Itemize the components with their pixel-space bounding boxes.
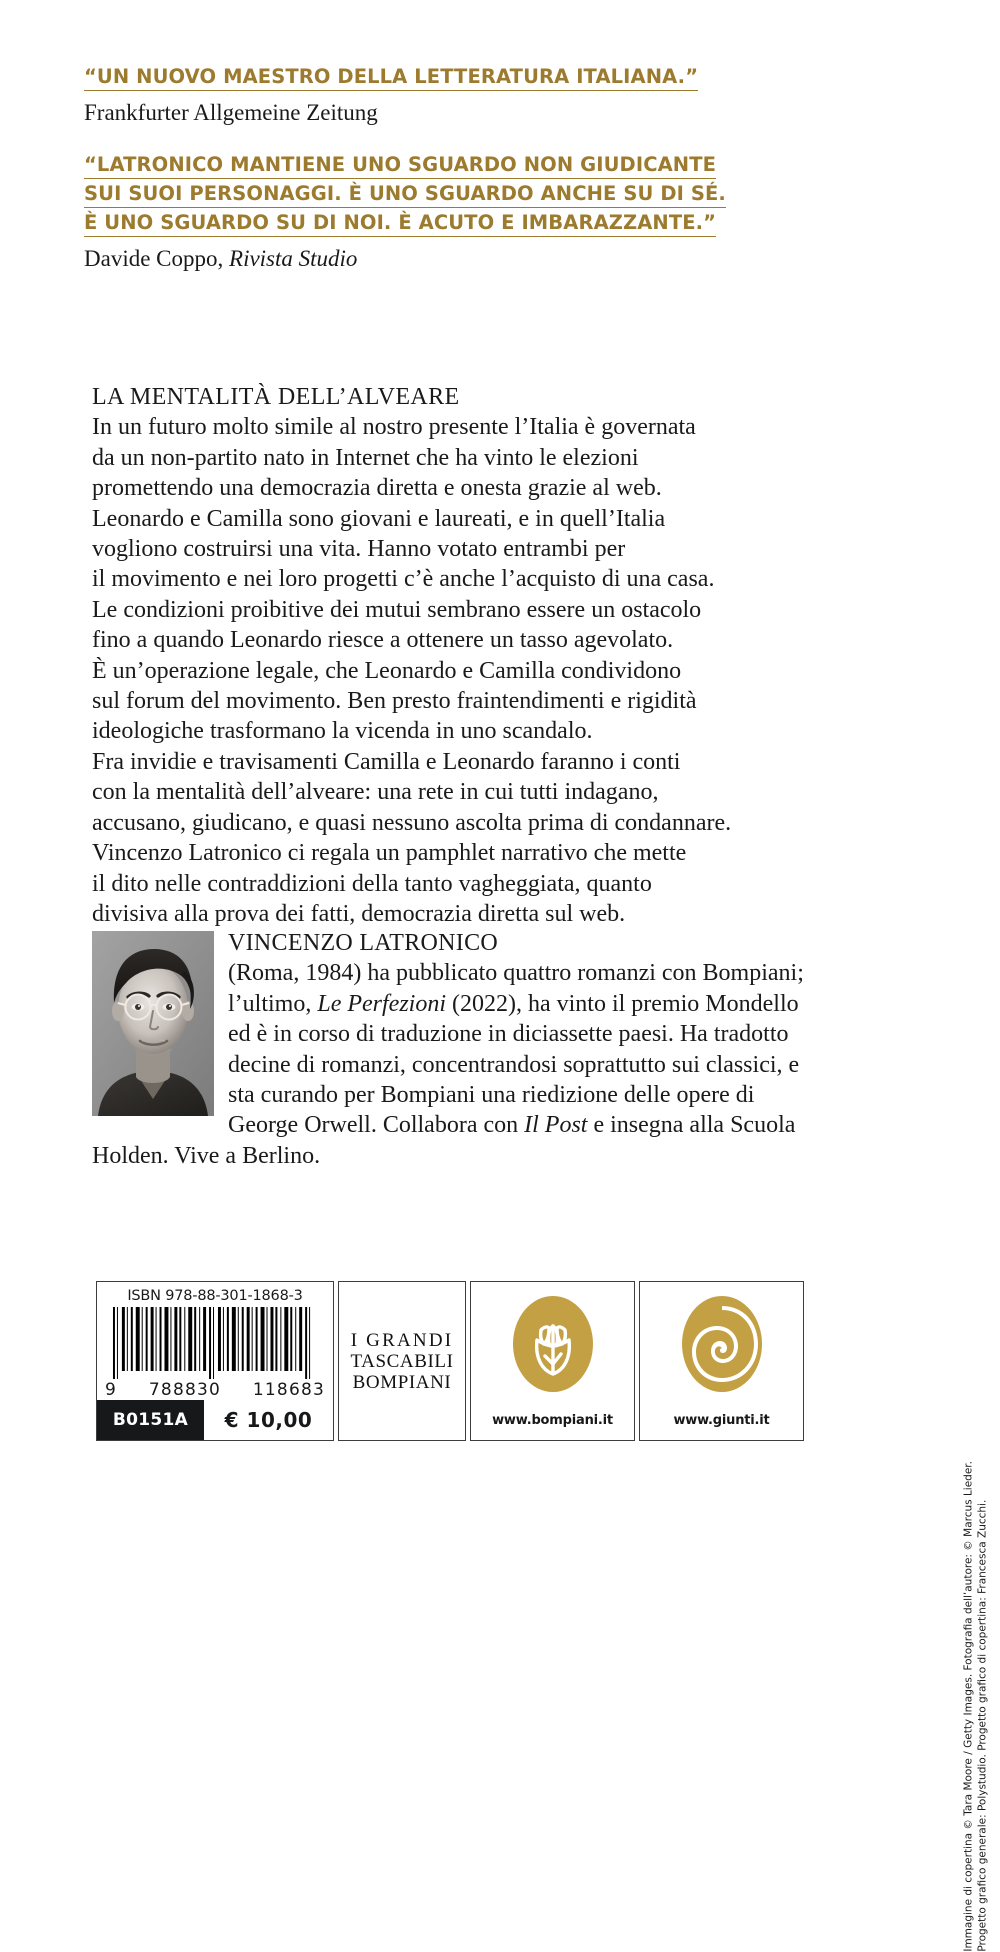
cover-credits-text bbox=[962, 1461, 990, 1952]
barcode-graphic bbox=[111, 1307, 319, 1379]
barcode-digit-group-1: 9 bbox=[105, 1380, 118, 1400]
footer-panel bbox=[96, 1281, 804, 1441]
synopsis-line: accusano, giudicano, e quasi nessuno ascolta prima di condannare. bbox=[92, 809, 732, 836]
author-work-title-1: Le Perfezioni bbox=[317, 990, 446, 1017]
review-quote-1-text bbox=[84, 62, 784, 91]
synopsis-title: LA MENTALITÀ DELL’ALVEARE bbox=[92, 384, 460, 410]
barcode-digits bbox=[97, 1380, 333, 1400]
review-quote-1-source bbox=[84, 97, 784, 128]
imprint-line-1: I GRANDI bbox=[350, 1329, 454, 1351]
quote-line: È UNO SGUARDO SU DI NOI. È ACUTO E IMBARAZZANTE.” bbox=[84, 211, 716, 237]
author-bio bbox=[92, 928, 822, 1171]
author-bio-part2: (2022), ha vinto il premio Mondello ed è in corso di traduzione in diciassette paesi. Ha tradotto decine di romanzi, concentrandosi soprattutto sui classici, e sta curando per Bompiani una riedizione delle opere di George Orwell. Collabora con bbox=[228, 990, 800, 1139]
synopsis-line: divisiva alla prova dei fatti, democrazia diretta sul web. bbox=[92, 900, 626, 927]
synopsis-line: È un’operazione legale, che Leonardo e Camilla condividono bbox=[92, 657, 682, 684]
barcode-digit-group-2: 788830 bbox=[148, 1380, 222, 1400]
author-work-title-2: Il Post bbox=[524, 1112, 588, 1139]
quote-source-publication: Rivista Studio bbox=[229, 246, 358, 271]
cover-credits bbox=[952, 0, 992, 1952]
portrait-icon bbox=[92, 931, 214, 1116]
bompiani-logo-icon bbox=[513, 1296, 593, 1392]
author-name: VINCENZO LATRONICO bbox=[228, 930, 499, 956]
giunti-url[interactable]: www.giunti.it bbox=[673, 1413, 770, 1428]
imprint-logotype bbox=[350, 1330, 453, 1393]
author-portrait-photo bbox=[92, 931, 214, 1116]
synopsis-line: promettendo una democrazia diretta e onesta grazie al web. bbox=[92, 475, 662, 502]
review-quote-2-text bbox=[84, 150, 784, 237]
synopsis-line: Fra invidie e travisamenti Camilla e Leonardo faranno i conti bbox=[92, 748, 681, 775]
synopsis-line: ideologiche trasformano la vicenda in uno scandalo. bbox=[92, 718, 593, 745]
quote-line: SUI SUOI PERSONAGGI. È UNO SGUARDO ANCHE SU DI SÉ. bbox=[84, 182, 726, 208]
reviews-section bbox=[84, 62, 784, 296]
credits-line-2: Progetto grafico generale: Polystudio. Progetto grafico di copertina: Francesca Zucchi. bbox=[977, 1499, 989, 1952]
synopsis-line: il movimento e nei loro progetti c’è anche l’acquisto di una casa. bbox=[92, 566, 715, 593]
quote-line: “UN NUOVO MAESTRO DELLA LETTERATURA ITALIANA.” bbox=[84, 65, 698, 91]
credits-line-1: Immagine di copertina © Tara Moore / Getty Images. Fotografia dell’autore: © Marcus Lieder. bbox=[963, 1461, 975, 1952]
review-quote-1 bbox=[84, 62, 784, 128]
quote-source-text: Frankfurter Allgemeine Zeitung bbox=[84, 100, 378, 125]
quote-line: “LATRONICO MANTIENE UNO SGUARDO NON GIUDICANTE bbox=[84, 153, 716, 179]
synopsis-line: Vincenzo Latronico ci regala un pamphlet narrativo che mette bbox=[92, 840, 687, 867]
imprint-cell bbox=[338, 1281, 466, 1441]
product-code-badge: B0151A bbox=[97, 1400, 204, 1440]
giunti-cell[interactable] bbox=[639, 1281, 804, 1441]
giunti-logo-icon bbox=[682, 1296, 762, 1392]
price-label: € 10,00 bbox=[224, 1408, 313, 1432]
author-bio-part3: e insegna alla Scuola Holden. Vive a Berlino. bbox=[92, 1112, 796, 1169]
synopsis-line: da un non-partito nato in Internet che ha vinto le elezioni bbox=[92, 444, 639, 471]
imprint-line-3: BOMPIANI bbox=[352, 1371, 452, 1393]
book-synopsis bbox=[92, 382, 822, 929]
author-bio-part1: (Roma, 1984) ha pubblicato quattro romanzi con Bompiani; l’ultimo, bbox=[228, 960, 804, 1017]
barcode-icon bbox=[111, 1307, 319, 1379]
synopsis-line: con la mentalità dell’alveare: una rete in cui tutti indagano, bbox=[92, 779, 659, 806]
isbn-label: ISBN 978-88-301-1868-3 bbox=[127, 1288, 303, 1304]
synopsis-line: vogliono costruirsi una vita. Hanno votato entrambi per bbox=[92, 536, 626, 563]
bompiani-cell[interactable] bbox=[470, 1281, 635, 1441]
imprint-line-2: TASCABILI bbox=[350, 1350, 454, 1372]
quote-source-text: Davide Coppo, bbox=[84, 246, 230, 271]
review-quote-2-source bbox=[84, 243, 784, 274]
synopsis-line: In un futuro molto simile al nostro presente l’Italia è governata bbox=[92, 414, 696, 441]
barcode-digit-group-3: 118683 bbox=[252, 1380, 325, 1400]
synopsis-line: Le condizioni proibitive dei mutui sembrano essere un ostacolo bbox=[92, 596, 702, 623]
synopsis-line: sul forum del movimento. Ben presto fraintendimenti e rigidità bbox=[92, 688, 697, 715]
price-row bbox=[97, 1400, 333, 1440]
synopsis-line: fino a quando Leonardo riesce a ottenere un tasso agevolato. bbox=[92, 627, 674, 654]
bompiani-url[interactable]: www.bompiani.it bbox=[492, 1413, 613, 1428]
synopsis-line: il dito nelle contraddizioni della tanto vagheggiata, quanto bbox=[92, 870, 652, 897]
synopsis-line: Leonardo e Camilla sono giovani e laureati, e in quell’Italia bbox=[92, 505, 666, 532]
review-quote-2 bbox=[84, 150, 784, 274]
barcode-cell bbox=[96, 1281, 334, 1441]
